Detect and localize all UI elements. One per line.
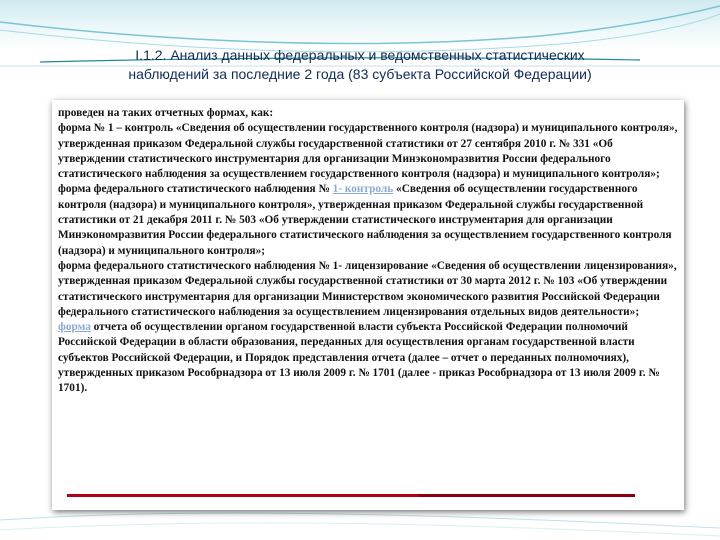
form-1-paragraph: форма № 1 – контроль «Сведения об осуществлении государственного контроля (надзора) и муниципального контроля», утвержденная приказом Федеральной службы государственной статистики от 27 сентября 2010 г. № 331 «Об утверждении статистического инструментария для организации Минэкономразвития России федерального статистического наблюдения за осуществлением государственного контроля (надзора) и муниципального контроля»; xyxy=(58,122,678,181)
form-4-link[interactable]: форма xyxy=(58,321,91,334)
form-4-rest: отчета об осуществлении органом государственной власти субъекта Российской Федерации полномочий Российской Федерации в области образования, переданных для осуществления органам государственной власти субъектов Российской Федерации, и Порядок представления отчета (далее – отчет о переданных полномочиях), утвержденных приказом Рособрнадзора от 13 июля 2009 г. № 1701 (далее - приказ Рособрнадзора от 13 июля 2009 г. № 1701). xyxy=(58,321,660,395)
form-2-link[interactable]: 1- контроль xyxy=(332,183,394,196)
form-2-prefix: форма федерального статистического наблюдения № xyxy=(58,183,333,196)
slide-title xyxy=(60,46,660,84)
title-line-1: I.1.2. Анализ данных федеральных и ведомственных статистических xyxy=(135,47,585,63)
form-4-paragraph xyxy=(58,320,678,396)
intro-paragraph: проведен на таких отчетных формах, как: xyxy=(58,107,274,119)
form-2-paragraph xyxy=(58,182,678,258)
body-text xyxy=(58,106,678,397)
form-3-paragraph: форма федерального статистического наблюдения № 1- лицензирование «Сведения об осуществлении лицензирования», утвержденная приказом Федеральной службы государственной статистики от 30 марта 2012 г. № 103 «Об утверждении статистического инструментария для организации Министерством экономического развития Российской Федерации федерального статистического наблюдения за осуществлением лицензирования отдельных видов деятельности»; xyxy=(58,259,677,318)
form-2-rest: «Сведения об осуществлении государственного контроля (надзора) и муниципального контроля», утвержденная приказом Федеральной службы государственной статистики от 21 декабря 2011 г. № 503 «Об утверждении статистического инструментария для организации Минэкономразвития России федерального статистического наблюдения за осуществлением государственного контроля (надзора) и муниципального контроля»; xyxy=(58,183,672,257)
footer-divider-accent xyxy=(419,494,635,497)
title-line-2: наблюдений за последние 2 года (83 субъекта Российской Федерации) xyxy=(128,66,592,82)
